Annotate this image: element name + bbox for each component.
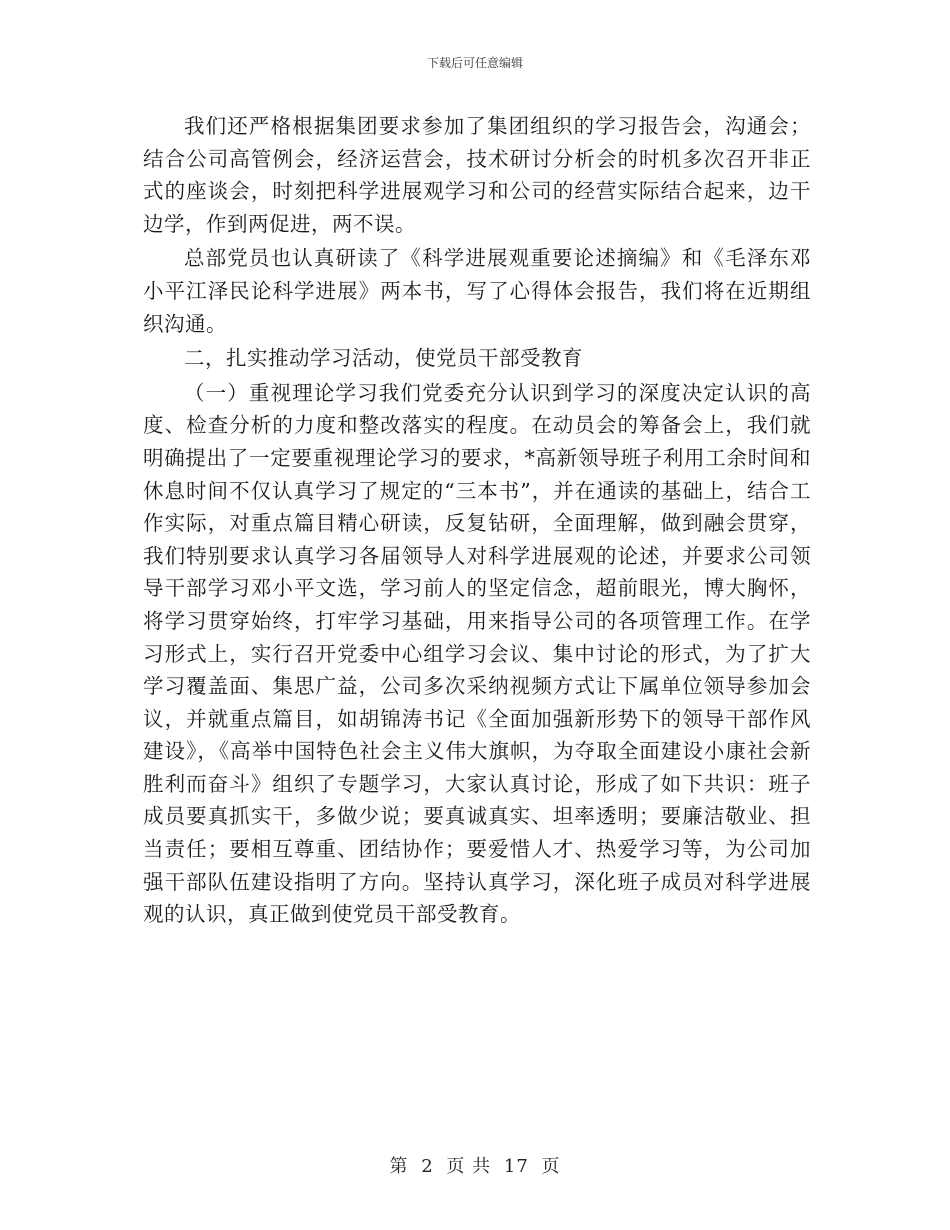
paragraph-3: （一）重视理论学习我们党委充分认识到学习的深度决定认识的高度、检查分析的力度和整改落实的程度。在动员会的筹备会上，我们就明确提出了一定要重视理论学习的要求，*高新领导班子利用工余时间和休息时间不仅认真学习了规定的“三本书”，并在通读的基础上，结合工作实际，对重点篇目精心研读，反复钻研，全面理解，做到融会贯穿，我们特别要求认真学习各届领导人对科学进展观的论述，并要求公司领导干部学习邓小平文选，学习前人的坚定信念，超前眼光，博大胸怀，将学习贯穿始终，打牢学习基础，用来指导公司的各项管理工作。在学习形式上，实行召开党委中心组学习会议、集中讨论的形式，为了扩大学习覆盖面、集思广益，公司多次采纳视频方式让下属单位领导参加会议，并就重点篇目，如胡锦涛书记《全面加强新形势下的领导干部作风建设》，《高举中国特色社会主义伟大旗帜，为夺取全面建设小康社会新胜利而奋斗》组织了专题学习，大家认真讨论，形成了如下共识：班子成员要真抓实干，多做少说；要真诚真实、坦率透明；要廉洁敬业、担当责任；要相互尊重、团结协作；要爱惜人才、热爱学习等，为公司加强干部队伍建设指明了方向。坚持认真学习，深化班子成员对科学进展观的认识，真正做到使党员干部受教育。 — [143, 380, 811, 927]
paragraph-2: 总部党员也认真研读了《科学进展观重要论述摘编》和《毛泽东邓小平江泽民论科学进展》两本书，写了心得体会报告，我们将在近期组织沟通。 — [143, 246, 811, 336]
footer-middle: 页 共 — [446, 1156, 492, 1177]
footer-suffix: 页 — [541, 1156, 561, 1177]
paragraph-1: 我们还严格根据集团要求参加了集团组织的学习报告会，沟通会；结合公司高管例会，经济运营会，技术研讨分析会的时机多次召开非正式的座谈会，时刻把科学进展观学习和公司的经营实际结合起来，边干边学，作到两促进，两不误。 — [143, 114, 811, 236]
body-text — [143, 110, 811, 931]
page-footer — [0, 1152, 950, 1178]
footer-page-number: 2 — [421, 1156, 434, 1177]
section-heading: 二，扎实推动学习活动，使党员干部受教育 — [184, 346, 583, 371]
footer-prefix: 第 — [389, 1156, 409, 1177]
footer-total-pages: 17 — [503, 1156, 529, 1177]
header-note: 下载后可任意编辑 — [426, 56, 523, 70]
